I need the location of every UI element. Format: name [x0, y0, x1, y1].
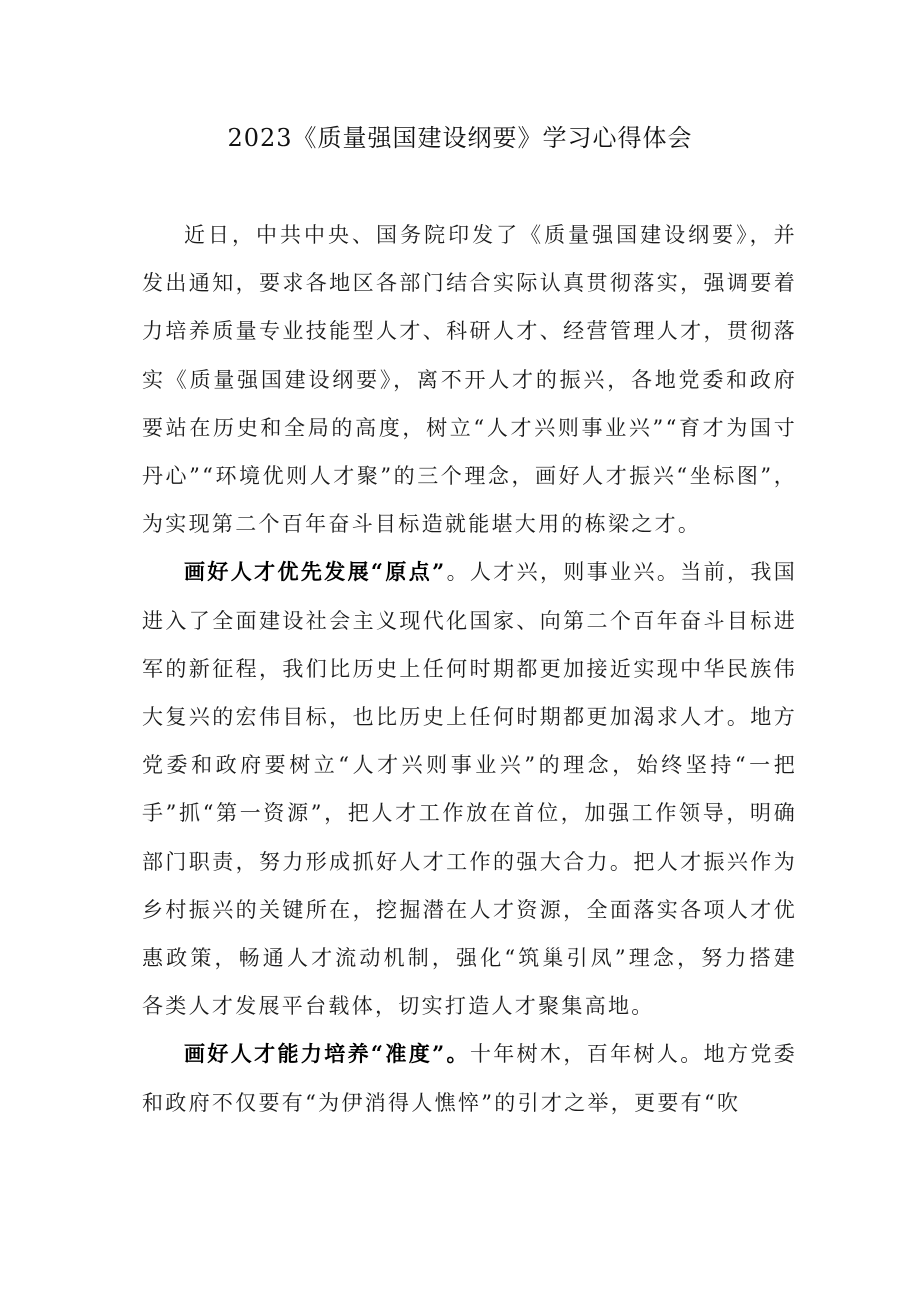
paragraph-lead: 画好人才能力培养“准度”。 [184, 1041, 470, 1067]
paragraph-origin [142, 548, 797, 1030]
paragraph-text: 十年树木，百年树人。地方党委和政府不仅要有“为伊消得人憔悴”的引才之举，更要有“吹 [142, 1042, 798, 1115]
paragraph-precision [142, 1030, 797, 1126]
document-title: 2023《质量强国建设纲要》学习心得体会 [227, 124, 693, 152]
paragraph-text: 。人才兴，则事业兴。当前，我国进入了全面建设社会主义现代化国家、向第二个百年奋斗目标进军的新征程，我们比历史上任何时期都更加接近实现中华民族伟大复兴的宏伟目标，也比历史上任何时期都更加渴求人才。地方党委和政府要树立“人才兴则事业兴”的理念，始终坚持“一把手”抓“第一资源”，把人才工作放在首位，加强工作领导，明确部门职责，努力形成抓好人才工作的强大合力。把人才振兴作为乡村振兴的关键所在，挖掘潜在人才资源，全面落实各项人才优惠政策，畅通人才流动机制，强化“筑巢引凤”理念，努力搭建各类人才发展平台载体，切实打造人才聚集高地。 [142, 560, 797, 1019]
document-body [142, 211, 797, 1127]
paragraph-intro [142, 211, 797, 548]
paragraph-lead: 画好人才优先发展“原点” [184, 559, 447, 585]
paragraph-text: 近日，中共中央、国务院印发了《质量强国建设纲要》，并发出通知，要求各地区各部门结合实际认真贯彻落实，强调要着力培养质量专业技能型人才、科研人才、经营管理人才，贯彻落实《质量强国建设纲要》，离不开人才的振兴，各地党委和政府要站在历史和全局的高度，树立“人才兴则事业兴”“育才为国寸丹心”“环境优则人才聚”的三个理念，画好人才振兴“坐标图”，为实现第二个百年奋斗目标造就能堪大用的栋梁之才。 [142, 223, 797, 537]
